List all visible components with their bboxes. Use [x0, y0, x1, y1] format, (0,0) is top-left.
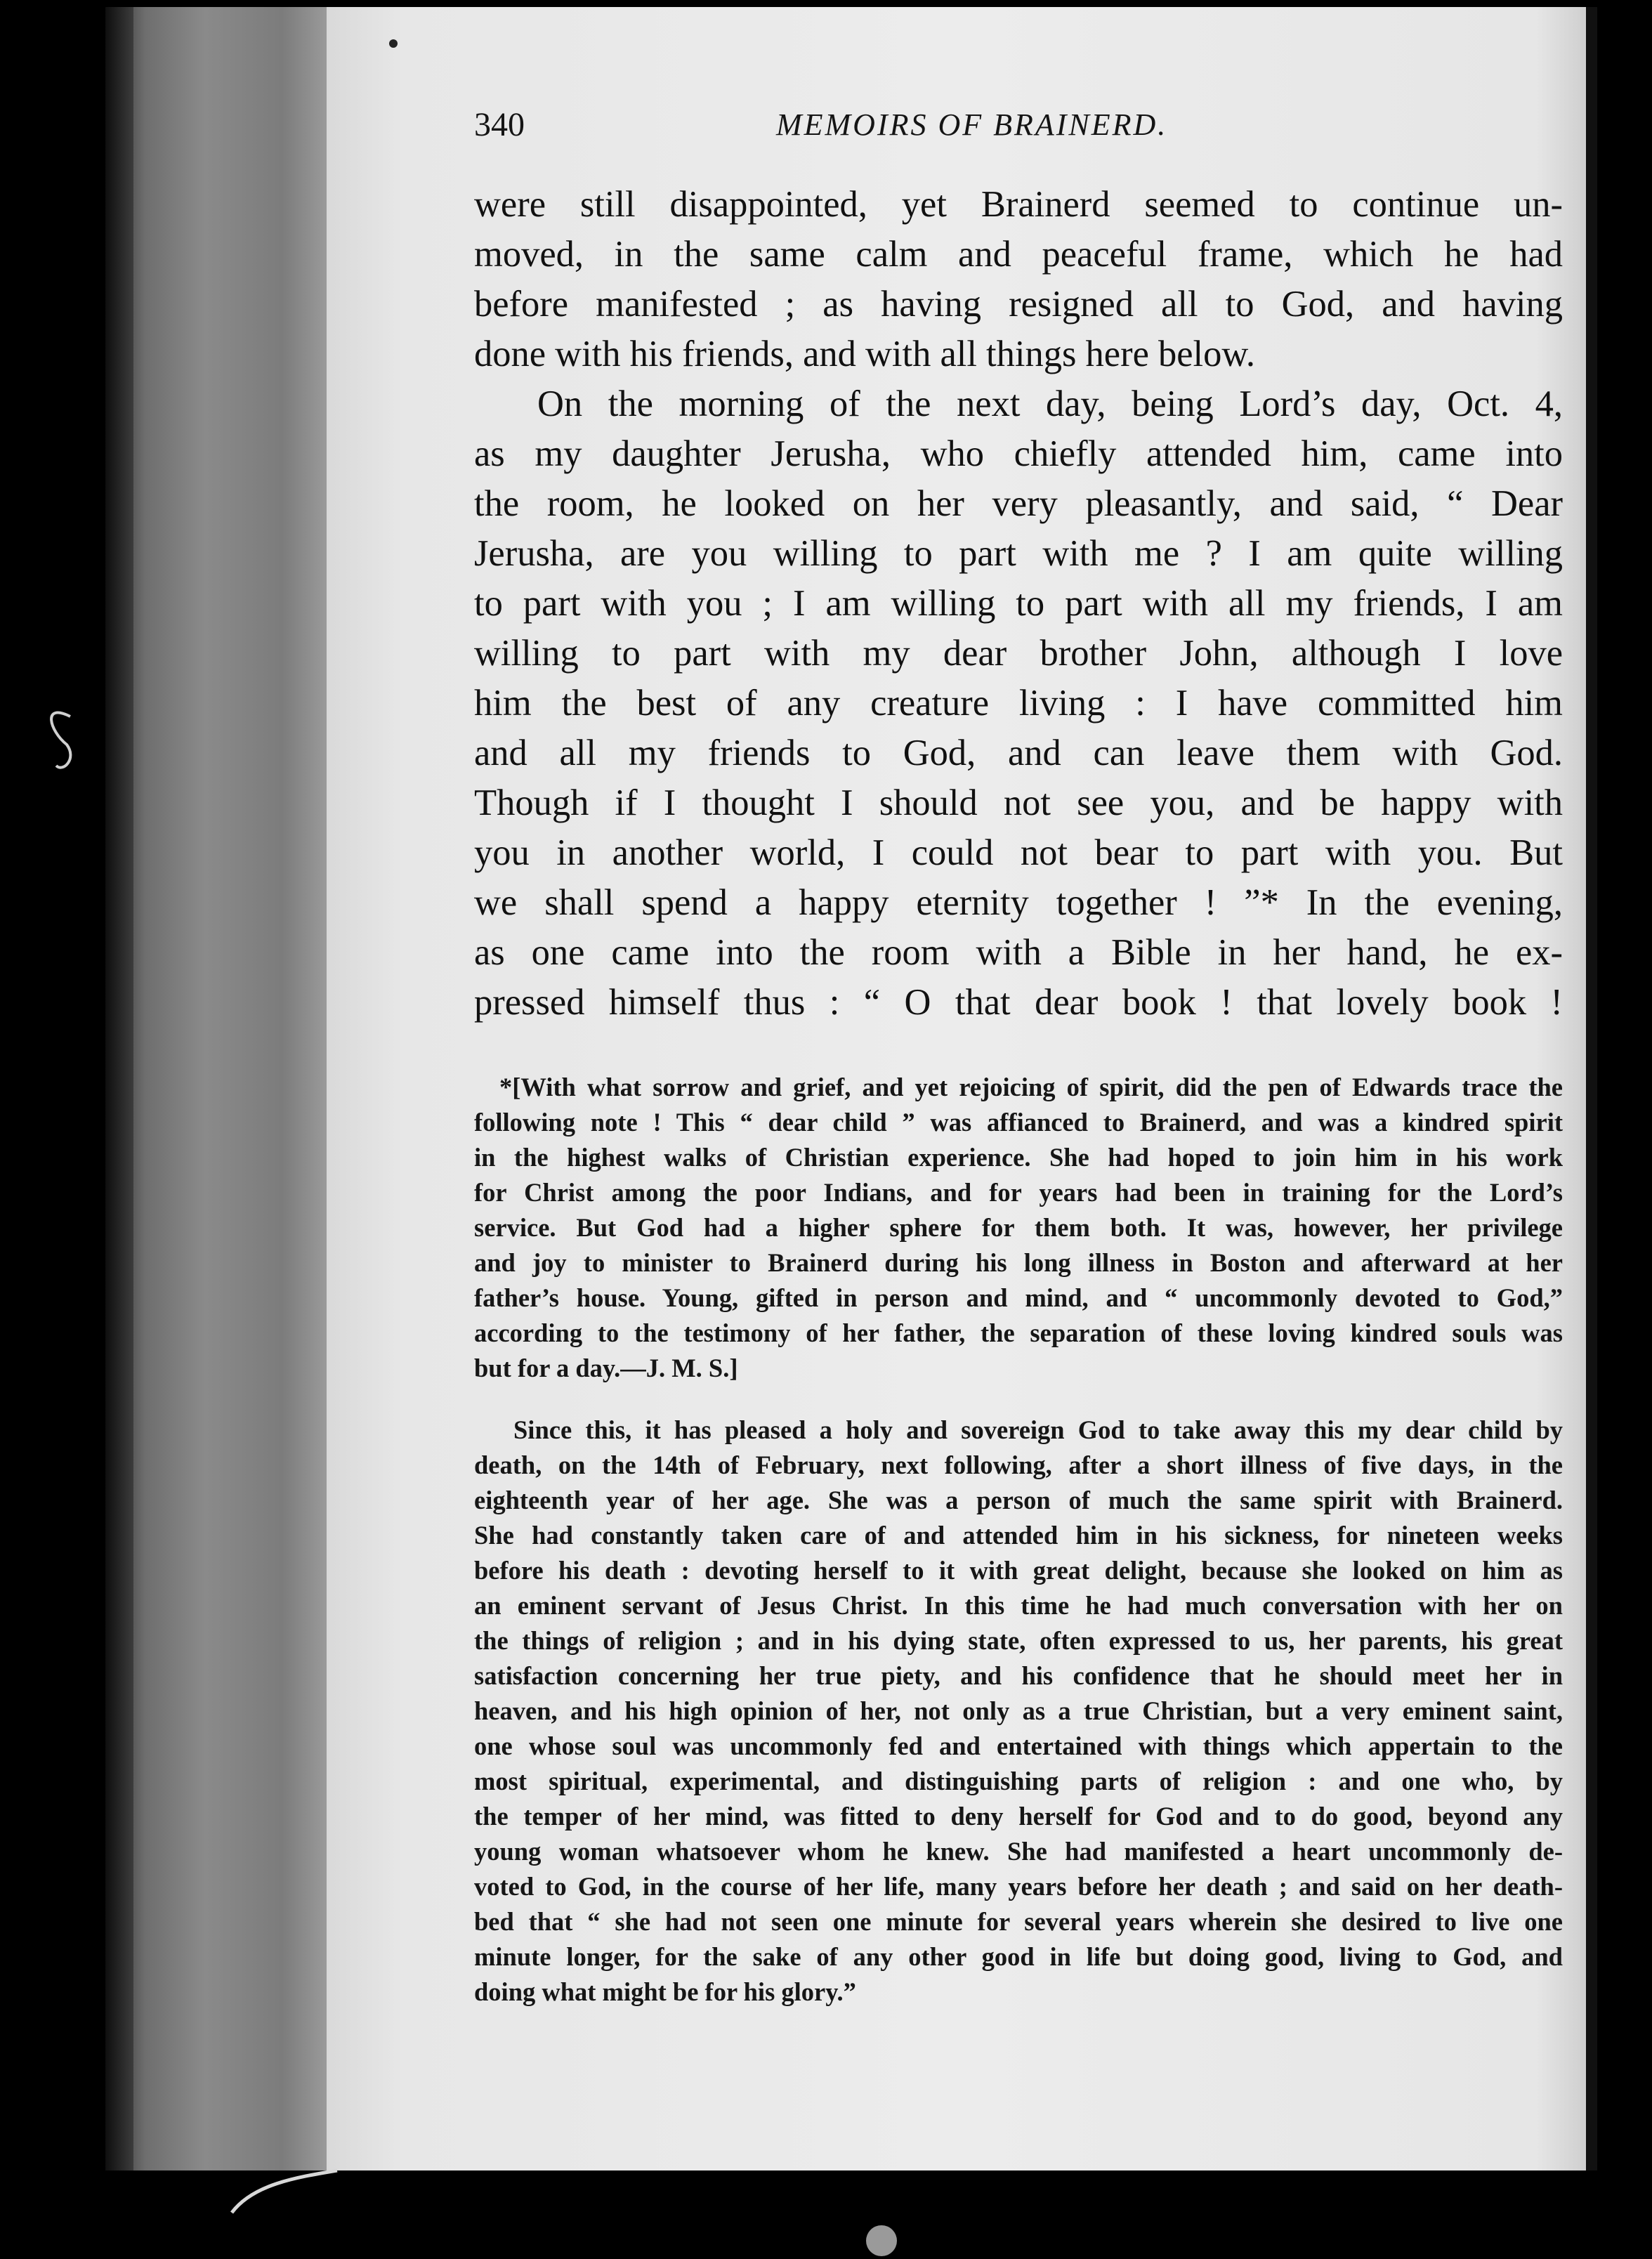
note-line: eighteenth year of her age. She was a person of much the same spirit with Brainerd.: [474, 1486, 1563, 1514]
text-line: and all my friends to God, and can leave them with God.: [474, 733, 1563, 773]
note-line: heaven, and his high opinion of her, not only as a true Christian, but a very eminent saint,: [474, 1696, 1563, 1725]
note-line: young woman whatsoever whom he knew. She had manifested a heart uncommonly de-: [474, 1837, 1563, 1866]
footnote-line: and joy to minister to Brainerd during his long illness in Boston and afterward at her: [474, 1248, 1563, 1277]
text-line: pressed himself thus : “ O that dear book ! that lovely book !: [474, 982, 1563, 1023]
main-text: [474, 180, 1563, 1028]
note-line: bed that “ she had not seen one minute for several years wherein she desired to live one: [474, 1907, 1563, 1936]
book-spine: [105, 7, 327, 2170]
note-line: satisfaction concerning her true piety, and his confidence that he should meet her in: [474, 1661, 1563, 1690]
running-head: MEMOIRS OF BRAINERD.: [776, 107, 1168, 142]
text-line: him the best of any creature living : I have committed him: [474, 683, 1563, 723]
text-line: as my daughter Jerusha, who chiefly attended him, came into: [474, 433, 1563, 474]
text-line: we shall spend a happy eternity together ! ”* In the evening,: [474, 882, 1563, 923]
footnote-line: according to the testimony of her father, the separation of these loving kindred souls was: [474, 1318, 1563, 1347]
text-line: moved, in the same calm and peaceful frame, which he had: [474, 234, 1563, 275]
text-line: On the morning of the next day, being Lord’s day, Oct. 4,: [537, 384, 1563, 424]
page-body: [474, 180, 1563, 2010]
footnote-line: following note ! This “ dear child ” was affianced to Brainerd, and was a kindred spirit: [474, 1108, 1563, 1137]
text-line: to part with you ; I am willing to part with all my friends, I am: [474, 583, 1563, 624]
spine-shadow: [105, 7, 133, 2170]
note-line: She had constantly taken care of and attended him in his sickness, for nineteen weeks: [474, 1521, 1563, 1550]
text-line: done with his friends, and with all things here below.: [474, 334, 1256, 374]
scan-artifact-curve: [232, 2170, 337, 2213]
note-line: the things of religion ; and in his dying state, often expressed to us, her parents, his great: [474, 1626, 1563, 1655]
footnote-line: *[With what sorrow and grief, and yet rejoicing of spirit, did the pen of Edwards trace the: [499, 1073, 1563, 1101]
footnote-line: in the highest walks of Christian experience. She had hoped to join him in his work: [474, 1143, 1563, 1172]
text-line: before manifested ; as having resigned all to God, and having: [474, 284, 1563, 325]
text-line: were still disappointed, yet Brainerd seemed to continue un-: [474, 184, 1563, 225]
note-line: voted to God, in the course of her life, many years before her death ; and said on her death-: [474, 1872, 1563, 1901]
note-line: death, on the 14th of February, next following, after a short illness of five days, in the: [474, 1451, 1563, 1479]
note-line: an eminent servant of Jesus Christ. In this time he had much conversation with her on: [474, 1591, 1563, 1620]
scan-artifact-curve: [51, 713, 70, 768]
section-gap: [474, 1386, 1563, 1413]
footnote-line: service. But God had a higher sphere for them both. It was, however, her privilege: [474, 1213, 1563, 1242]
page-header: [474, 105, 1570, 162]
note-line: one whose soul was uncommonly fed and entertained with things which appertain to the: [474, 1731, 1563, 1760]
text-line: as one came into the room with a Bible in her hand, he ex-: [474, 932, 1563, 973]
footnote-line: but for a day.—J. M. S.]: [474, 1354, 738, 1382]
page-number: 340: [474, 106, 525, 143]
text-line: Though if I thought I should not see you, and be happy with: [474, 783, 1563, 823]
footnote-section: [474, 1070, 1563, 2010]
text-line: you in another world, I could not bear to part with you. But: [474, 832, 1563, 873]
footnote-line: for Christ among the poor Indians, and for years had been in training for the Lord’s: [474, 1178, 1563, 1207]
note-line: Since this, it has pleased a holy and sovereign God to take away this my dear child by: [513, 1415, 1563, 1444]
scan-artifact-dot: [866, 2225, 897, 2256]
page-edge: [1586, 7, 1597, 2170]
note-line: the temper of her mind, was fitted to deny herself for God and to do good, beyond any: [474, 1802, 1563, 1831]
note-line: doing what might be for his glory.”: [474, 1977, 856, 2006]
note-line: before his death : devoting herself to it with great delight, because she looked on him as: [474, 1556, 1563, 1585]
text-line: Jerusha, are you willing to part with me ? I am quite willing: [474, 533, 1563, 574]
note-line: most spiritual, experimental, and distinguishing parts of religion : and one who, by: [474, 1767, 1563, 1795]
note-line: minute longer, for the sake of any other good in life but doing good, living to God, and: [474, 1942, 1563, 1971]
footnote-line: father’s house. Young, gifted in person and mind, and “ uncommonly devoted to God,”: [474, 1283, 1563, 1312]
text-line: willing to part with my dear brother John, although I love: [474, 633, 1563, 674]
text-line: the room, he looked on her very pleasantly, and said, “ Dear: [474, 483, 1563, 524]
